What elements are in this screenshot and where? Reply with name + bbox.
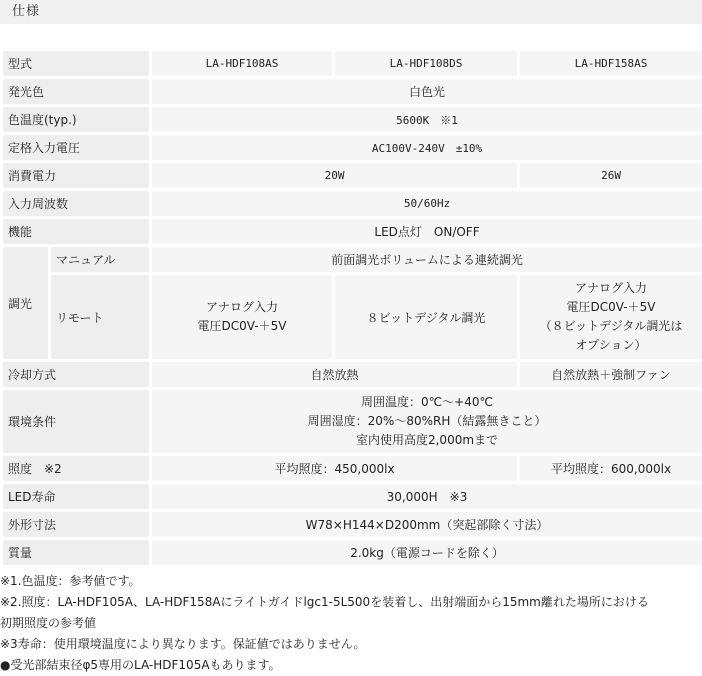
led-life-label: LED寿命 [3,484,149,509]
dimming-remote-as [152,275,332,359]
environment-value [152,390,702,453]
led-life-value: 30,000H ※3 [152,484,702,509]
table-row-rated-voltage [3,135,702,160]
table-row-emission-color [3,79,702,104]
spec-table [0,48,702,568]
model-label: 型式 [3,51,149,76]
table-row-color-temp [3,107,702,132]
dimming-label: 調光 [3,247,48,359]
power-value-108: 20W [152,163,517,188]
function-label: 機能 [3,219,149,244]
dimming-remote-158-line: 電圧DC0V-＋5V [566,300,656,314]
environment-line: 周囲湿度：20%～80%RH（結露無きこと） [307,414,547,428]
function-value: LED点灯 ON/OFF [152,219,702,244]
section-title: 仕様 [12,4,41,19]
note-illuminance: ※2.照度：LA-HDF105A、LA-HDF158Aにライトガイドlgc1-5L500を装着し、出射端面から15mm離れた場所における [0,595,649,609]
dimming-remote-158 [520,275,702,359]
model-158as: LA-HDF158AS [520,51,702,76]
dimming-manual-label: マニュアル [51,247,149,272]
model-108as: LA-HDF108AS [152,51,332,76]
environment-line: 室内使用高度2,000mまで [355,433,499,447]
illuminance-value-108: 平均照度：450,000lx [152,456,517,481]
dimensions-value: W78×H144×D200mm（突起部除く寸法） [152,512,702,537]
emission-color-label: 発光色 [3,79,149,104]
frequency-label: 入力周波数 [3,191,149,216]
notes [0,571,702,676]
dimming-manual-value: 前面調光ボリュームによる連続調光 [152,247,702,272]
dimming-remote-label: リモート [51,275,149,359]
power-label: 消費電力 [3,163,149,188]
table-row-illuminance [3,456,702,481]
mass-value: 2.0kg（電源コードを除く） [152,540,702,565]
rated-voltage-value: AC100V-240V ±10% [152,135,702,160]
color-temp-value: 5600K ※1 [152,107,702,132]
table-row-dimensions [3,512,702,537]
table-row-model [3,51,702,76]
table-row-frequency [3,191,702,216]
table-row-dimming-remote [3,275,702,359]
illuminance-label: 照度 ※2 [3,456,149,481]
note-illuminance-cont: 初期照度の参考値 [0,616,97,630]
power-value-158: 26W [520,163,702,188]
rated-voltage-label: 定格入力電圧 [3,135,149,160]
section-header [0,0,702,24]
illuminance-value-158: 平均照度：600,000lx [520,456,702,481]
table-row-environment [3,390,702,453]
cooling-label: 冷却方式 [3,362,149,387]
note-lifetime: ※3寿命：使用環境温度により異なります。保証値ではありません。 [0,637,366,651]
color-temp-label: 色温度(typ.) [3,107,149,132]
dimming-remote-ds: ８ビットデジタル調光 [335,275,517,359]
table-row-power [3,163,702,188]
dimensions-label: 外形寸法 [3,512,149,537]
table-row-function [3,219,702,244]
emission-color-value: 白色光 [152,79,702,104]
dimming-remote-as-line: 電圧DC0V-＋5V [197,319,287,333]
cooling-value-108: 自然放熱 [152,362,517,387]
dimming-remote-as-line: アナログ入力 [206,300,279,314]
note-variant: ●受光部結束径φ5専用のLA-HDF105Aもあります。 [0,658,281,672]
model-108ds: LA-HDF108DS [335,51,517,76]
table-row-dimming-manual [3,247,702,272]
table-row-led-life [3,484,702,509]
environment-label: 環境条件 [3,390,149,453]
dimming-remote-158-line: （８ビットデジタル調光は [539,319,683,333]
dimming-remote-158-line: オプション） [575,338,647,352]
cooling-value-158: 自然放熱＋強制ファン [520,362,702,387]
dimming-remote-158-line: アナログ入力 [575,281,648,295]
mass-label: 質量 [3,540,149,565]
table-row-cooling [3,362,702,387]
frequency-value: 50/60Hz [152,191,702,216]
table-row-mass [3,540,702,565]
environment-line: 周囲温度：0℃～+40℃ [361,395,493,409]
note-color-temp: ※1.色温度：参考値です。 [0,574,141,588]
